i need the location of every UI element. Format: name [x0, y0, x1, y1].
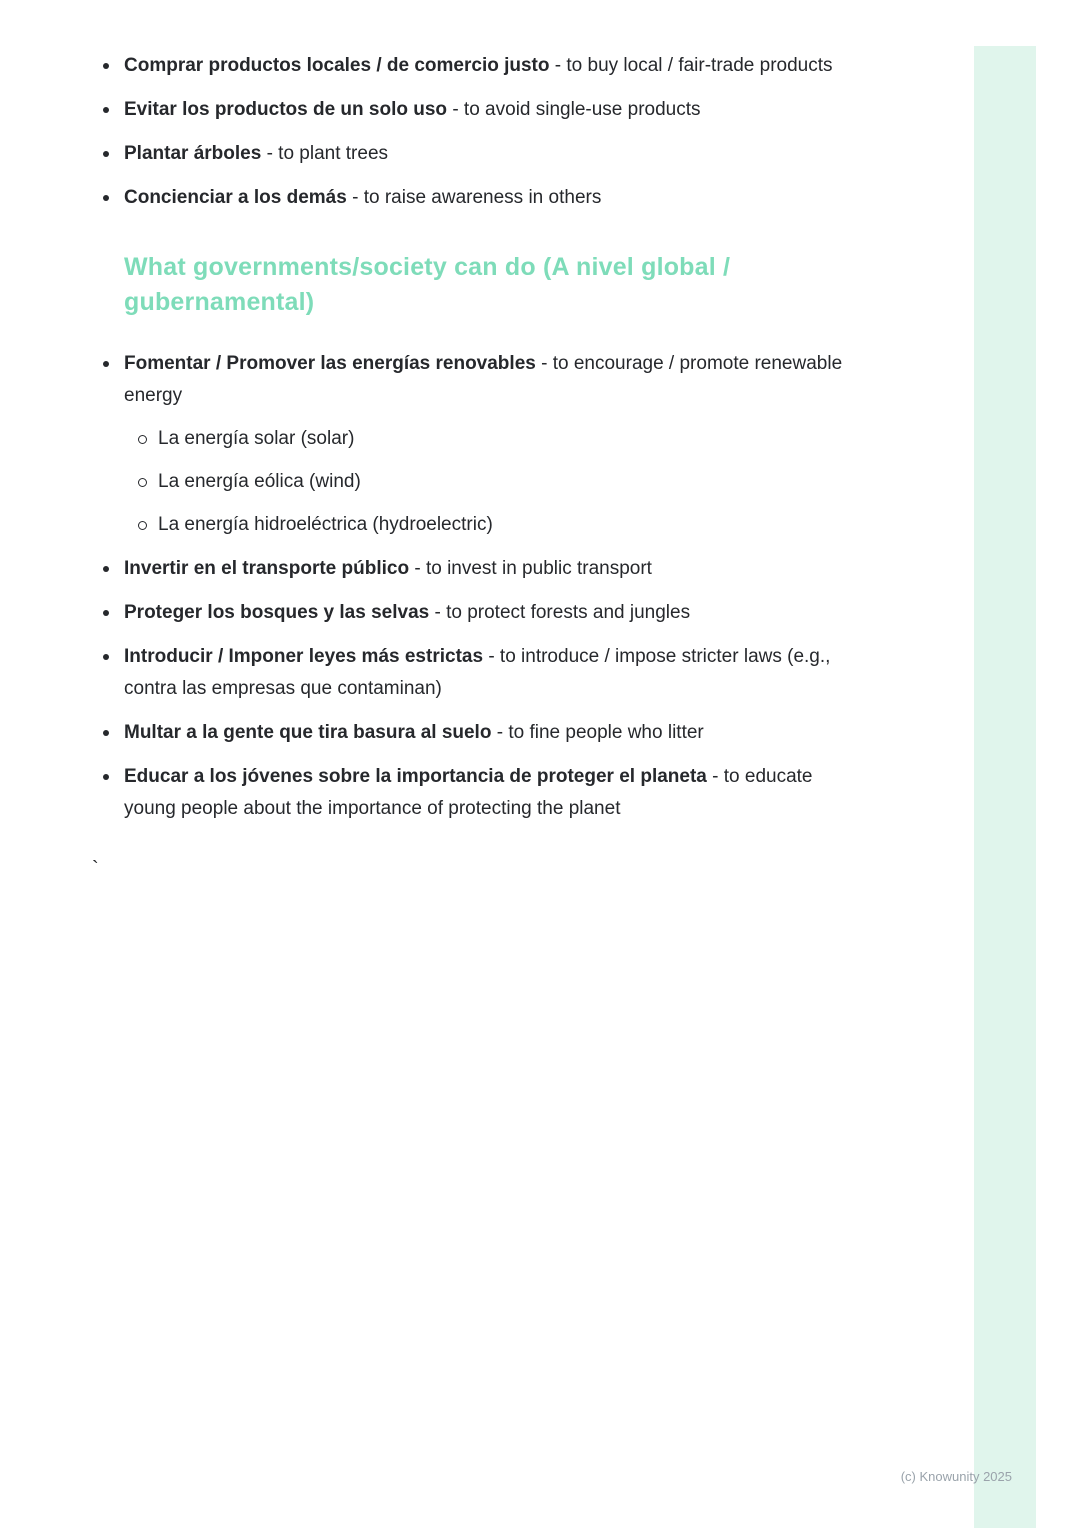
- english-definition: - to plant trees: [266, 143, 389, 164]
- sub-list-item: La energía hidroeléctrica (hydroelectric): [158, 509, 868, 541]
- english-definition: - to educate young people about the importance of protecting the planet: [124, 766, 813, 819]
- spanish-term: Proteger los bosques y las selvas: [124, 602, 430, 623]
- english-definition: - to encourage / promote renewable energy: [124, 353, 843, 406]
- spanish-term: Comprar productos locales / de comercio justo: [124, 55, 550, 76]
- sub-list-item: La energía solar (solar): [158, 423, 868, 455]
- spanish-term: Introducir / Imponer leyes más estrictas: [124, 646, 484, 667]
- vocab-list-item: [124, 717, 868, 749]
- spanish-term: Plantar árboles: [124, 143, 262, 164]
- vocab-list-item: [124, 50, 868, 82]
- english-definition: - to invest in public transport: [414, 558, 652, 579]
- notes-content: [124, 50, 868, 837]
- vocab-list-item: [124, 138, 868, 170]
- vocab-list-item: [124, 641, 868, 705]
- spanish-term: Concienciar a los demás: [124, 187, 347, 208]
- vocab-list: [124, 348, 868, 825]
- stray-backtick: `: [92, 858, 99, 880]
- sub-bullet-list: [124, 423, 868, 541]
- spanish-term: Invertir en el transporte público: [124, 558, 410, 579]
- vocab-list-item: [124, 182, 868, 214]
- english-definition: - to introduce / impose stricter laws (e.g., contra las empresas que contaminan): [124, 646, 831, 699]
- right-accent-stripe: [974, 46, 1036, 1528]
- vocab-list-item: [124, 94, 868, 126]
- spanish-term: Multar a la gente que tira basura al suelo: [124, 722, 492, 743]
- vocab-list-item: [124, 761, 868, 825]
- vocab-list-item: [124, 597, 868, 629]
- section-heading: What governments/society can do (A nivel global / gubernamental): [124, 253, 731, 316]
- sub-list-item: La energía eólica (wind): [158, 466, 868, 498]
- spanish-term: Fomentar / Promover las energías renovables: [124, 353, 536, 374]
- english-definition: - to buy local / fair-trade products: [554, 55, 833, 76]
- english-definition: - to raise awareness in others: [352, 187, 602, 208]
- english-definition: - to fine people who litter: [496, 722, 704, 743]
- copyright-footer: (c) Knowunity 2025: [900, 1469, 1012, 1484]
- spanish-term: Educar a los jóvenes sobre la importancia de proteger el planeta: [124, 766, 707, 787]
- english-definition: - to avoid single-use products: [452, 99, 701, 120]
- vocab-list: [124, 50, 868, 214]
- spanish-term: Evitar los productos de un solo uso: [124, 99, 448, 120]
- vocab-list-item: [124, 553, 868, 585]
- english-definition: - to protect forests and jungles: [434, 602, 691, 623]
- vocab-list-item: [124, 348, 868, 541]
